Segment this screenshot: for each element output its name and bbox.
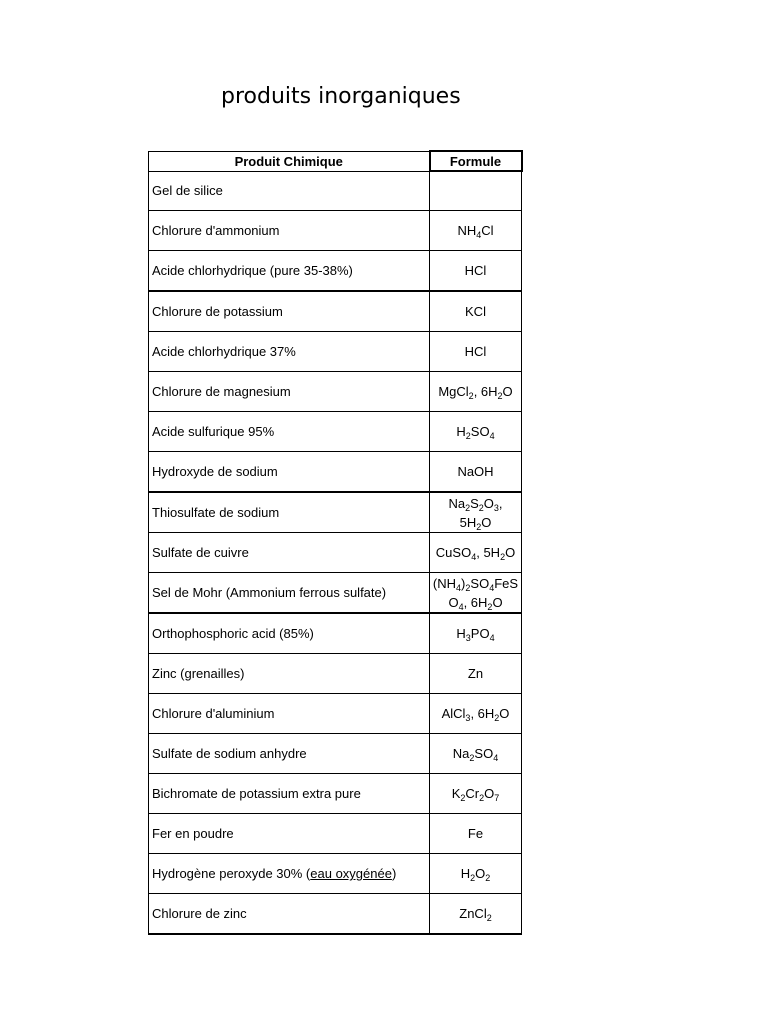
formula-cell — [430, 694, 522, 734]
formula-cell — [430, 171, 522, 211]
formula-text: SO — [470, 575, 490, 591]
formula-text: , 5H — [476, 545, 501, 560]
chemical-name-cell — [149, 291, 430, 332]
formula-subscript: 2 — [497, 391, 503, 401]
formula-text: , 6H — [470, 706, 495, 721]
formula-subscript: 2 — [500, 552, 506, 562]
header-chemical-product: Produit Chimique — [149, 151, 430, 171]
formula-text: FeS — [494, 575, 519, 591]
formula-subscript: 3 — [465, 713, 471, 723]
formula-subscript: 2 — [465, 582, 471, 593]
formula-subscript: 2 — [476, 521, 482, 532]
formula-text: Fe — [467, 826, 484, 841]
chemical-name: Fer en poudre — [152, 826, 234, 841]
formula-subscript: 7 — [494, 793, 500, 803]
formula-text: H — [456, 424, 466, 439]
chemical-name-cell — [149, 734, 430, 774]
formula-cell — [430, 452, 522, 493]
table-row — [149, 814, 522, 854]
formula-subscript: 3 — [465, 633, 471, 643]
formula-cell — [430, 533, 522, 573]
formula-cell — [430, 332, 522, 372]
table-row — [149, 332, 522, 372]
formula-subscript: 4 — [493, 753, 499, 763]
formula-subscript: 4 — [489, 582, 495, 593]
chemical-name-cell — [149, 412, 430, 452]
chemical-name-suffix: ) — [391, 866, 397, 881]
chemical-name-cell — [149, 774, 430, 814]
table-row — [149, 372, 522, 412]
chemical-name: Acide sulfurique 95% — [152, 424, 275, 439]
formula-text: O — [448, 594, 459, 610]
chemical-name-link[interactable]: eau oxygénée — [310, 866, 392, 881]
chemical-name-cell — [149, 814, 430, 854]
formula-text: KCl — [465, 304, 486, 319]
formula-text: Zn — [467, 666, 484, 681]
chemical-name-cell — [149, 211, 430, 251]
formula-cell — [430, 492, 522, 533]
page-title: produits inorganiques — [221, 84, 461, 109]
chemical-name-cell — [149, 533, 430, 573]
formula-text: O — [505, 545, 516, 560]
formula-cell — [430, 854, 522, 894]
chemical-name-cell — [149, 694, 430, 734]
formula-subscript: 2 — [486, 913, 492, 923]
formula-subscript: 2 — [460, 793, 466, 803]
formula-subscript: 2 — [485, 873, 491, 883]
formula-subscript: 4 — [458, 601, 464, 612]
formula-subscript: 2 — [487, 601, 493, 612]
chemical-name: Acide chlorhydrique (pure 35-38%) — [152, 263, 353, 278]
chemical-name-cell — [149, 452, 430, 493]
formula-text: AlCl — [441, 706, 466, 721]
chemical-name-cell — [149, 654, 430, 694]
formula-text: S — [470, 495, 479, 511]
formula-text: NH — [457, 223, 477, 238]
chemical-name: Hydroxyde de sodium — [152, 464, 278, 479]
formula-text: Na — [452, 746, 470, 761]
formula-text: O — [492, 594, 503, 610]
formula-text: O — [484, 786, 495, 801]
table-row — [149, 613, 522, 654]
formula-subscript: 4 — [471, 552, 477, 562]
formula-text: , 6H — [473, 384, 498, 399]
table-row — [149, 492, 522, 533]
formula-text: 5H — [459, 514, 477, 530]
formula-text: MgCl — [438, 384, 469, 399]
chemical-name: Chlorure de potassium — [152, 304, 283, 319]
chemical-name-cell — [149, 171, 430, 211]
formula-text: K — [451, 786, 461, 801]
formula-cell — [430, 251, 522, 292]
formula-text: ) — [461, 575, 466, 591]
chemical-name: Gel de silice — [152, 183, 223, 199]
formula-text: SO — [474, 746, 494, 761]
formula-cell — [430, 211, 522, 251]
formula-subscript: 2 — [470, 873, 476, 883]
chemical-name-cell — [149, 372, 430, 412]
formula-subscript: 2 — [465, 431, 471, 441]
table-row — [149, 774, 522, 814]
chemical-name-cell — [149, 492, 430, 533]
formula-text: Cl — [481, 223, 494, 238]
formula-cell — [430, 734, 522, 774]
formula-text: Cr — [465, 786, 480, 801]
formula-text: HCl — [464, 344, 487, 359]
chemical-name: Zinc (grenailles) — [152, 666, 245, 681]
formula-text: O — [475, 866, 486, 881]
chemical-name-cell — [149, 332, 430, 372]
chemical-name: Acide chlorhydrique 37% — [152, 344, 296, 359]
formula-text: H — [460, 866, 471, 881]
table-row — [149, 251, 522, 292]
table-row — [149, 734, 522, 774]
formula-cell — [430, 814, 522, 854]
chemical-name: Orthophosphoric acid (85%) — [152, 626, 314, 641]
chemical-name: Sulfate de cuivre — [152, 545, 249, 560]
table-row — [149, 654, 522, 694]
formula-cell — [430, 291, 522, 332]
header-formula: Formule — [430, 151, 522, 171]
formula-subscript: 4 — [456, 582, 462, 593]
formula-text: ZnCl — [459, 906, 487, 921]
chemical-name-cell — [149, 613, 430, 654]
chemical-name: Chlorure de magnesium — [152, 384, 291, 399]
table-row — [149, 291, 522, 332]
formula-subscript: 4 — [489, 431, 495, 441]
formula-text: , 6H — [463, 594, 488, 610]
chemical-name: Sel de Mohr (Ammonium ferrous sulfate) — [152, 585, 387, 600]
chemical-name-cell — [149, 854, 430, 894]
formula-text: O — [481, 514, 492, 530]
formula-cell — [430, 654, 522, 694]
table-row — [149, 694, 522, 734]
formula-text: (NH — [432, 575, 457, 591]
table-row — [149, 854, 522, 894]
formula-cell — [430, 573, 522, 614]
chemical-name: Thiosulfate de sodium — [152, 505, 280, 520]
formula-text: HCl — [464, 263, 487, 278]
table-row — [149, 452, 522, 493]
chemical-name: Chlorure de zinc — [152, 906, 247, 921]
chemical-name: Hydrogène peroxyde 30% ( — [152, 866, 311, 881]
formula-subscript: 3 — [493, 502, 499, 513]
formula-text: Na — [448, 495, 466, 511]
chemical-name: Bichromate de potassium extra pure — [152, 786, 361, 801]
formula-text: H — [456, 626, 466, 641]
formula-cell — [430, 372, 522, 412]
formula-text: , — [498, 495, 503, 511]
formula-cell — [430, 412, 522, 452]
chemical-name-cell — [149, 894, 430, 935]
formula-text: NaOH — [457, 464, 494, 479]
chemical-name: Chlorure d'aluminium — [152, 706, 275, 721]
formula-subscript: 2 — [468, 391, 474, 401]
formula-subscript: 2 — [479, 793, 485, 803]
formula-text: PO — [470, 626, 490, 641]
formula-subscript: 2 — [478, 502, 484, 513]
chemical-name-cell — [149, 251, 430, 292]
formula-subscript: 4 — [476, 230, 482, 240]
chemical-name: Sulfate de sodium anhydre — [152, 746, 307, 761]
formula-subscript: 2 — [494, 713, 500, 723]
table-row — [149, 171, 522, 211]
formula-cell — [430, 613, 522, 654]
formula-text: O — [483, 495, 494, 511]
formula-text: SO — [470, 424, 490, 439]
formula-subscript: 2 — [465, 502, 471, 513]
formula-subscript: 4 — [489, 633, 495, 643]
table-body — [149, 171, 522, 934]
formula-cell — [430, 894, 522, 935]
formula-text: CuSO — [435, 545, 472, 560]
formula-subscript: 2 — [469, 753, 475, 763]
table-row — [149, 211, 522, 251]
formula-text: O — [499, 706, 510, 721]
chemicals-table — [148, 150, 523, 935]
table-row — [149, 894, 522, 935]
table-row — [149, 573, 522, 614]
table-header-row — [149, 151, 522, 171]
table-row — [149, 412, 522, 452]
chemical-name: Chlorure d'ammonium — [152, 223, 280, 238]
chemical-name-cell — [149, 573, 430, 614]
table-row — [149, 533, 522, 573]
formula-text: O — [502, 384, 513, 399]
formula-cell — [430, 774, 522, 814]
